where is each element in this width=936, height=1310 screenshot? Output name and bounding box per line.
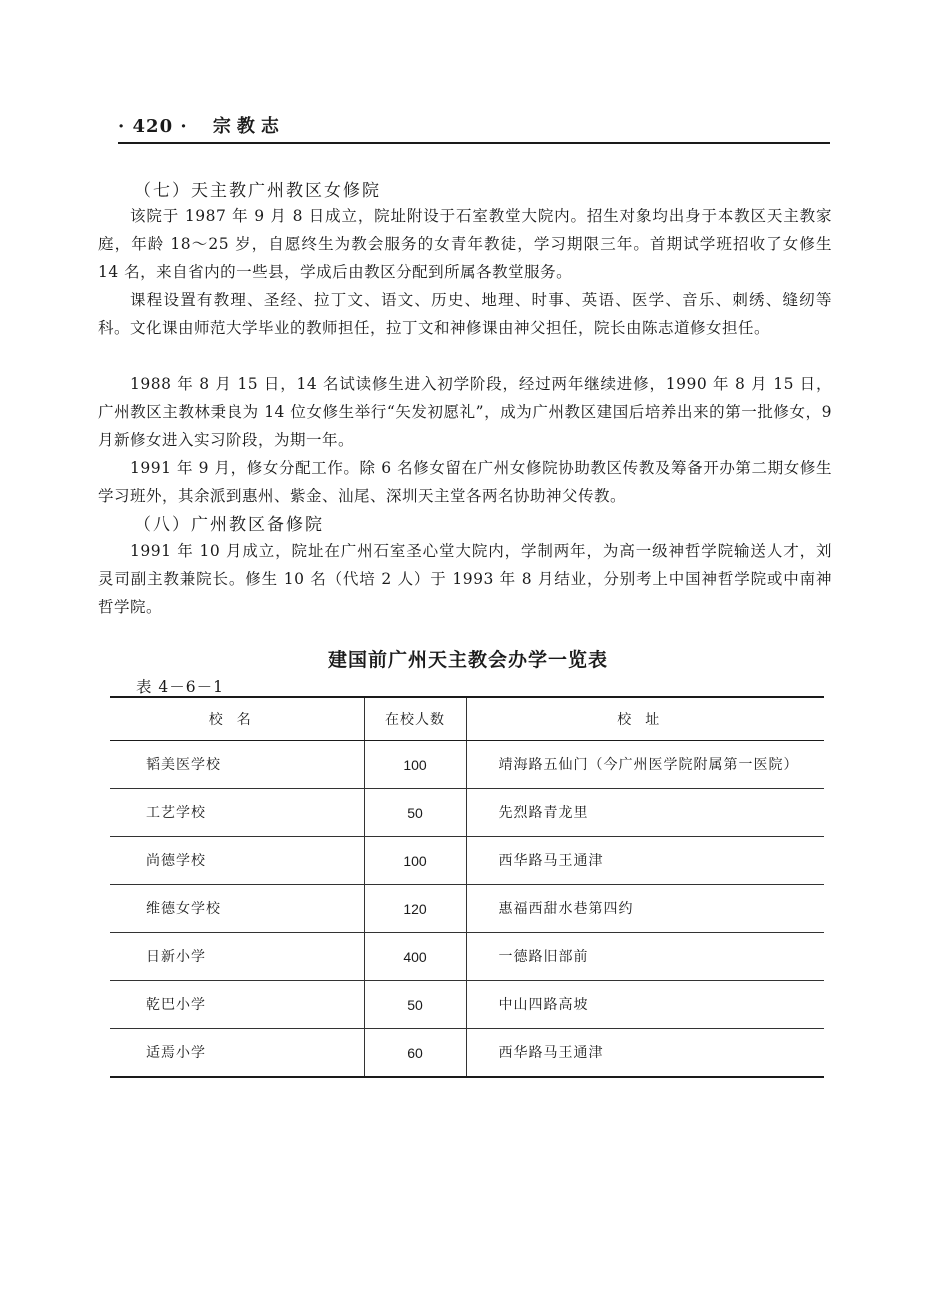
paragraph: 1991 年 9 月，修女分配工作。除 6 名修女留在广州女修院协助教区传教及筹备开办第二期女修生学习班外，其余派到惠州、紫金、汕尾、深圳天主堂各两名协助神父传教。 (98, 459, 832, 505)
school-address: 先烈路青龙里 (466, 789, 824, 837)
school-address: 靖海路五仙门（今广州医学院附属第一医院） (466, 741, 824, 789)
school-address: 西华路马王通津 (466, 837, 824, 885)
school-address: 惠福西甜水巷第四约 (466, 885, 824, 933)
page-number: · 420 · (118, 116, 188, 137)
student-count: 60 (364, 1029, 466, 1078)
book-title: 宗教志 (212, 116, 285, 137)
school-address: 一德路旧部前 (466, 933, 824, 981)
student-count: 50 (364, 789, 466, 837)
table-row (110, 933, 824, 981)
student-count: 120 (364, 885, 466, 933)
table-row (110, 741, 824, 789)
school-name: 工艺学校 (110, 789, 364, 837)
section-title-seminary: （八）广州教区备修院 (134, 515, 324, 535)
school-name: 维德女学校 (110, 885, 364, 933)
school-address: 中山四路高坡 (466, 981, 824, 1029)
table-row (110, 837, 824, 885)
column-header-name: 校名 (110, 697, 364, 741)
school-name: 乾巴小学 (110, 981, 364, 1029)
school-name: 日新小学 (110, 933, 364, 981)
running-header (118, 112, 830, 144)
school-name: 适焉小学 (110, 1029, 364, 1078)
student-count: 100 (364, 741, 466, 789)
student-count: 50 (364, 981, 466, 1029)
section-title-convent: （七）天主教广州教区女修院 (134, 181, 381, 201)
student-count: 400 (364, 933, 466, 981)
table-row (110, 789, 824, 837)
schools-table (110, 696, 824, 1078)
column-header-address: 校址 (466, 697, 824, 741)
column-header-count: 在校人数 (364, 697, 466, 741)
school-name: 尚德学校 (110, 837, 364, 885)
table-row (110, 1029, 824, 1078)
paragraph: 课程设置有教理、圣经、拉丁文、语文、历史、地理、时事、英语、医学、音乐、刺绣、缝纫等科。文化课由师范大学毕业的教师担任，拉丁文和神修课由神父担任，院长由陈志道修女担任。 (98, 291, 832, 337)
school-name: 韬美医学校 (110, 741, 364, 789)
student-count: 100 (364, 837, 466, 885)
paragraph: 1988 年 8 月 15 日，14 名试读修生进入初学阶段，经过两年继续进修，1990 年 8 月 15 日，广州教区主教林秉良为 14 位女修生举行“矢发初愿礼”，成为广州教区建国后培养出来的第一批修女，9 月新修女进入实习阶段，为期一年。 (98, 375, 832, 449)
paragraph: 1991 年 10 月成立，院址在广州石室圣心堂大院内，学制两年，为高一级神哲学院输送人才，刘灵司副主教兼院长。修生 10 名（代培 2 人）于 1993 年 8 月结业，分别考上中国神哲学院或中南神哲学院。 (98, 542, 832, 616)
table-header-row (110, 697, 824, 741)
paragraph: 该院于 1987 年 9 月 8 日成立，院址附设于石室教堂大院内。招生对象均出身于本教区天主教家庭，年龄 18～25 岁，自愿终生为教会服务的女青年教徒，学习期限三年。首期试学班招收了女修生 14 名，来自省内的一些县，学成后由教区分配到所属各教堂服务。 (98, 207, 832, 281)
table-number: 表 4－6－1 (136, 678, 225, 696)
school-address: 西华路马王通津 (466, 1029, 824, 1078)
table-row (110, 885, 824, 933)
table-title: 建国前广州天主教会办学一览表 (327, 649, 608, 671)
table-row (110, 981, 824, 1029)
